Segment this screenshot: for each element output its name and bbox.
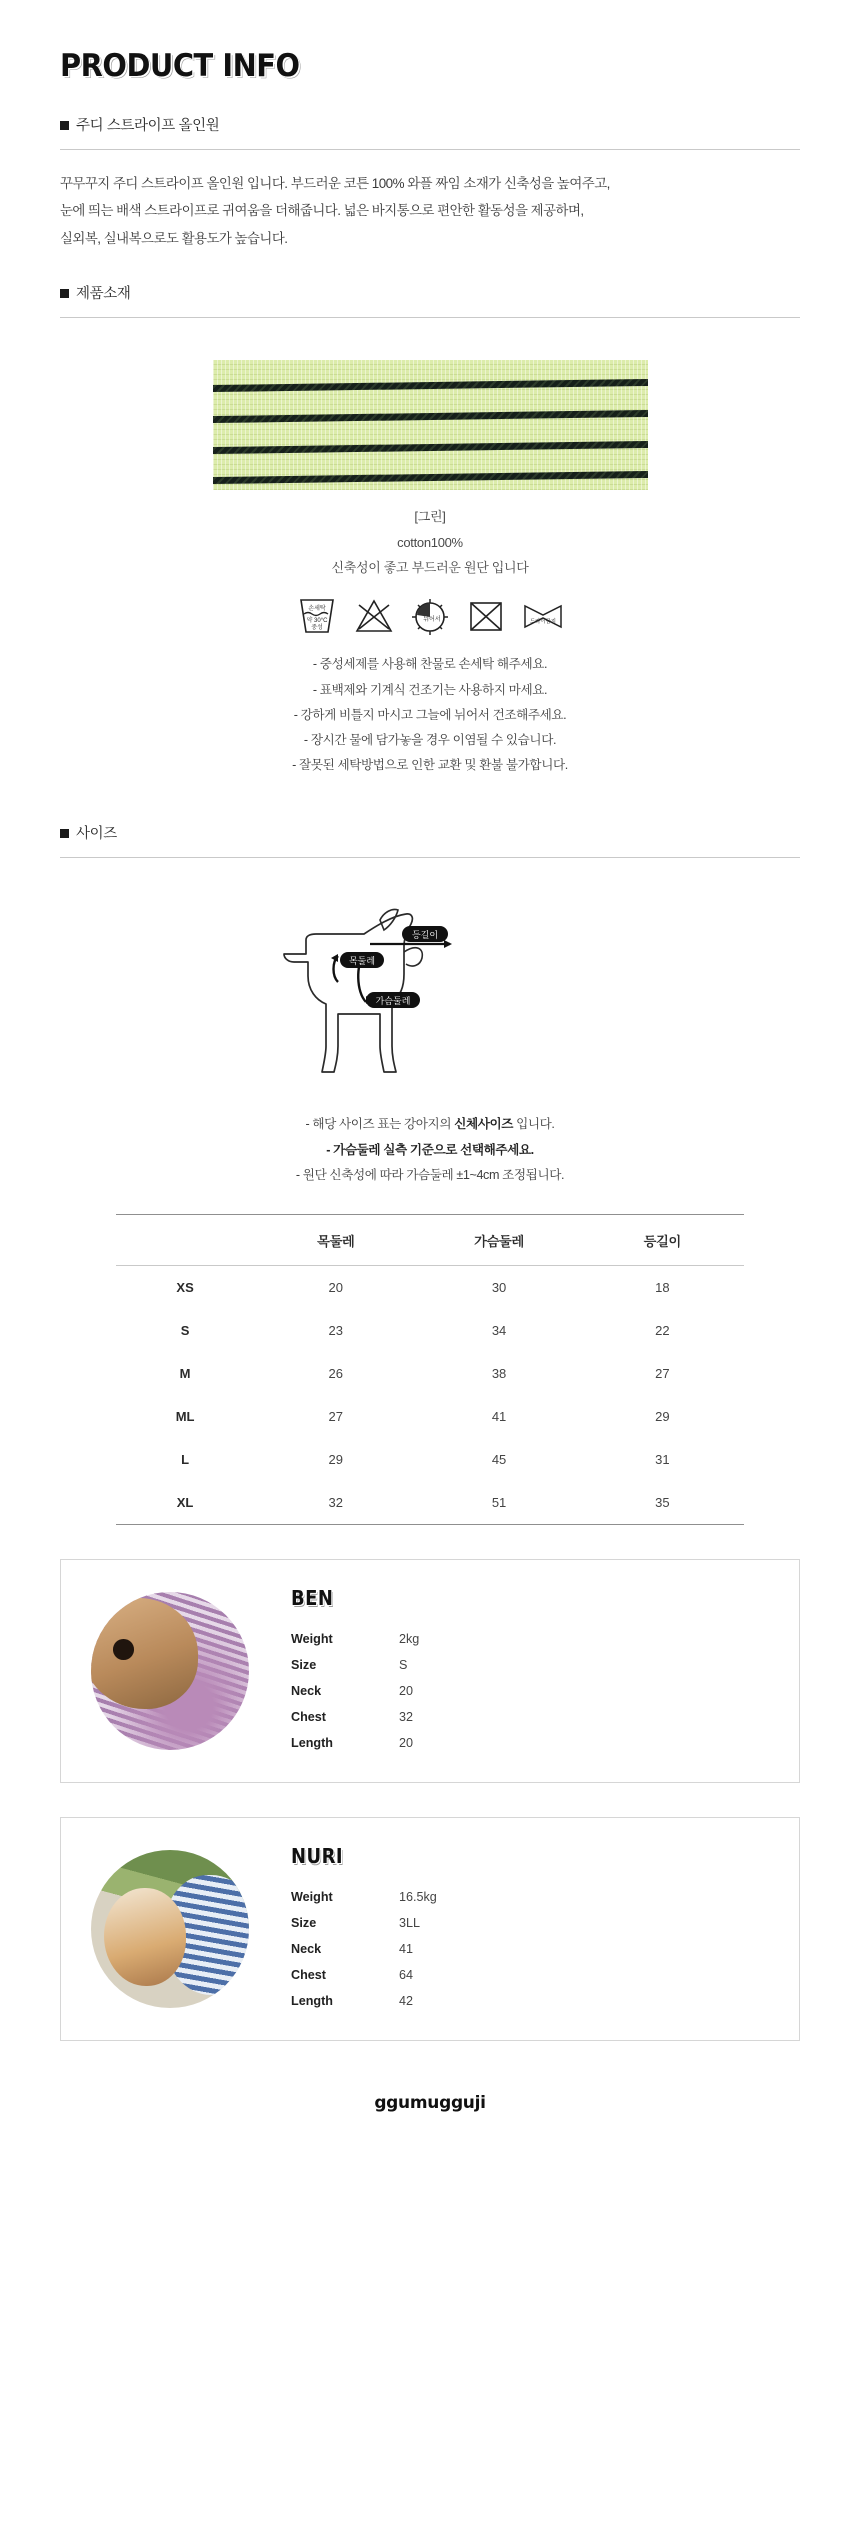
table-row — [116, 1395, 744, 1438]
size-note-line: - 가슴둘레 실측 기준으로 선택해주세요. — [326, 1142, 534, 1157]
spec-value: 3LL — [399, 1915, 421, 1930]
fabric-swatch-block — [60, 360, 800, 778]
spec-key: Neck — [291, 1941, 322, 1956]
brand-footer — [60, 2093, 800, 2157]
cell-size: M — [179, 1365, 191, 1381]
spec-value: S — [399, 1657, 408, 1672]
spec-key: Chest — [291, 1709, 326, 1724]
cell-neck: 23 — [328, 1322, 344, 1338]
dry-flat-label: 뉘어서 — [423, 617, 441, 624]
hand-wash-icon — [294, 596, 340, 636]
section-heading-material — [60, 282, 800, 303]
spec-value: 42 — [399, 1993, 414, 2008]
cell-back: 18 — [655, 1279, 670, 1295]
cell-chest: 30 — [491, 1279, 507, 1295]
cell-size: S — [180, 1322, 190, 1338]
divider — [60, 149, 800, 150]
hand-wash-label-top: 손세탁 — [308, 606, 326, 613]
neck-label-text: 목둘레 — [348, 956, 376, 967]
model-spec-table-ben — [291, 1626, 419, 1756]
cell-back: 29 — [655, 1408, 670, 1424]
cell-neck: 27 — [328, 1408, 344, 1424]
hand-wash-label-mid: 약 30°C — [306, 618, 328, 625]
fabric-note: 신축성이 좋고 부드러운 원단 입니다 — [331, 560, 529, 576]
product-heading-label: 주디 스트라이프 올인원 — [76, 118, 220, 134]
col-header-chest: 가슴둘레 — [417, 1214, 580, 1265]
care-note-line: - 표백제와 기계식 건조기는 사용하지 마세요. — [312, 682, 548, 697]
spec-row — [291, 1988, 437, 2014]
divider — [60, 857, 800, 858]
model-name-ben: BEN — [291, 1585, 334, 1610]
spec-row — [291, 1678, 419, 1704]
spec-key: Weight — [291, 1889, 333, 1904]
cell-chest: 34 — [491, 1322, 507, 1338]
cell-back: 31 — [655, 1451, 670, 1467]
section-heading-size — [60, 822, 800, 843]
care-instructions — [60, 652, 800, 778]
cell-neck: 26 — [328, 1365, 344, 1381]
spec-key: Chest — [291, 1967, 326, 1982]
spec-key: Length — [291, 1993, 333, 2008]
spec-value: 20 — [399, 1735, 414, 1750]
cell-neck: 20 — [328, 1279, 344, 1295]
spec-key: Length — [291, 1735, 333, 1750]
description-line: 눈에 띄는 배색 스트라이프로 귀여움을 더해줍니다. 넓은 바지통으로 편안한 활동성을 제공하며, — [60, 203, 584, 219]
spec-row — [291, 1730, 419, 1756]
size-heading-label: 사이즈 — [76, 826, 117, 843]
spec-key: Size — [291, 1915, 317, 1930]
size-note-line: - 해당 사이즈 표는 강아지의 신체사이즈 입니다. — [305, 1117, 555, 1132]
fabric-swatch-image — [213, 360, 648, 490]
model-photo-ben — [91, 1592, 249, 1750]
cell-neck: 32 — [254, 1481, 417, 1525]
divider — [60, 317, 800, 318]
chest-label-text: 가슴둘레 — [375, 996, 411, 1007]
dog-measurement-diagram — [280, 896, 580, 1106]
spec-row — [291, 1962, 437, 1988]
model-card-nuri — [60, 1817, 800, 2041]
table-header-row — [116, 1214, 744, 1265]
label-chest — [366, 992, 420, 1008]
care-note-line: - 중성세제를 사용해 찬물로 손세탁 해주세요. — [312, 657, 548, 672]
spec-key: Size — [291, 1657, 317, 1672]
no-bleach-icon — [352, 596, 396, 636]
square-bullet-icon — [60, 289, 69, 298]
no-tumble-dry-icon — [464, 596, 508, 636]
size-table — [116, 1214, 744, 1525]
model-spec-table-nuri — [291, 1884, 437, 2014]
spec-value: 20 — [399, 1683, 414, 1698]
no-dry-clean-label: 드라이금지 — [529, 619, 557, 626]
col-header-neck: 목둘레 — [254, 1214, 417, 1265]
spec-value: 2kg — [399, 1631, 420, 1646]
model-info-nuri — [283, 1844, 769, 2014]
cell-chest: 41 — [491, 1408, 507, 1424]
material-heading-label: 제품소재 — [76, 286, 131, 303]
cell-chest: 51 — [417, 1481, 580, 1525]
cell-size: XL — [116, 1481, 254, 1525]
spec-value: 32 — [399, 1709, 414, 1724]
cell-back: 27 — [655, 1365, 670, 1381]
cell-back: 22 — [655, 1322, 670, 1338]
label-neck — [340, 952, 384, 968]
size-notes — [60, 1112, 800, 1188]
cell-size: L — [181, 1451, 190, 1467]
spec-value: 16.5kg — [399, 1889, 437, 1904]
spec-value: 64 — [399, 1967, 414, 1982]
cell-back: 35 — [581, 1481, 744, 1525]
label-back — [402, 926, 448, 942]
color-name: [그린] — [414, 509, 446, 525]
swatch-caption — [60, 504, 800, 580]
care-note-line: - 강하게 비틀지 마시고 그늘에 뉘어서 건조해주세요. — [293, 707, 567, 722]
cell-chest: 38 — [491, 1365, 507, 1381]
spec-row — [291, 1626, 419, 1652]
back-label-text: 등길이 — [411, 930, 439, 941]
brand-logo: ggumugguji — [374, 2092, 486, 2113]
spec-row — [291, 1704, 419, 1730]
cell-size: XS — [176, 1279, 194, 1295]
section-heading-product — [60, 114, 800, 135]
square-bullet-icon — [60, 121, 69, 130]
hand-wash-label-bottom: 중성 — [311, 625, 323, 632]
spec-row — [291, 1936, 437, 1962]
spec-key: Neck — [291, 1683, 322, 1698]
spec-row — [291, 1652, 419, 1678]
table-row — [116, 1309, 744, 1352]
spec-row — [291, 1884, 437, 1910]
model-name-nuri: NURI — [291, 1843, 344, 1868]
model-info-ben — [283, 1586, 769, 1756]
care-symbols-row — [60, 596, 800, 636]
cell-chest: 45 — [491, 1451, 507, 1467]
col-header-back: 등길이 — [581, 1214, 744, 1265]
no-dry-clean-icon — [520, 596, 566, 636]
product-description — [60, 170, 800, 252]
size-diagram-block — [60, 896, 800, 1188]
square-bullet-icon — [60, 829, 69, 838]
size-note-line: - 원단 신축성에 따라 가슴둘레 ±1~4cm 조정됩니다. — [295, 1167, 565, 1182]
page-header — [60, 0, 800, 84]
page-title: PRODUCT INFO — [60, 48, 300, 84]
model-photo-nuri — [91, 1850, 249, 2008]
fiber-content: cotton100% — [397, 534, 463, 550]
spec-row — [291, 1910, 437, 1936]
cell-neck: 29 — [328, 1451, 344, 1467]
table-row — [116, 1265, 744, 1309]
cell-size: ML — [175, 1408, 195, 1424]
table-row — [116, 1352, 744, 1395]
spec-key: Weight — [291, 1631, 333, 1646]
dry-flat-shade-icon — [408, 596, 452, 636]
description-line: 실외복, 실내복으로도 활용도가 높습니다. — [60, 230, 288, 246]
col-header-size — [116, 1214, 254, 1265]
table-row — [116, 1438, 744, 1481]
model-card-ben — [60, 1559, 800, 1783]
care-note-line: - 잘못된 세탁방법으로 인한 교환 및 환불 불가합니다. — [292, 758, 568, 773]
spec-value: 41 — [399, 1941, 414, 1956]
description-line: 꾸무꾸지 주디 스트라이프 올인원 입니다. 부드러운 코튼 100% 와플 짜임 소재가 신축성을 높여주고, — [60, 176, 610, 191]
care-note-line: - 장시간 물에 담가놓을 경우 이염될 수 있습니다. — [303, 733, 557, 747]
table-row — [116, 1481, 744, 1525]
